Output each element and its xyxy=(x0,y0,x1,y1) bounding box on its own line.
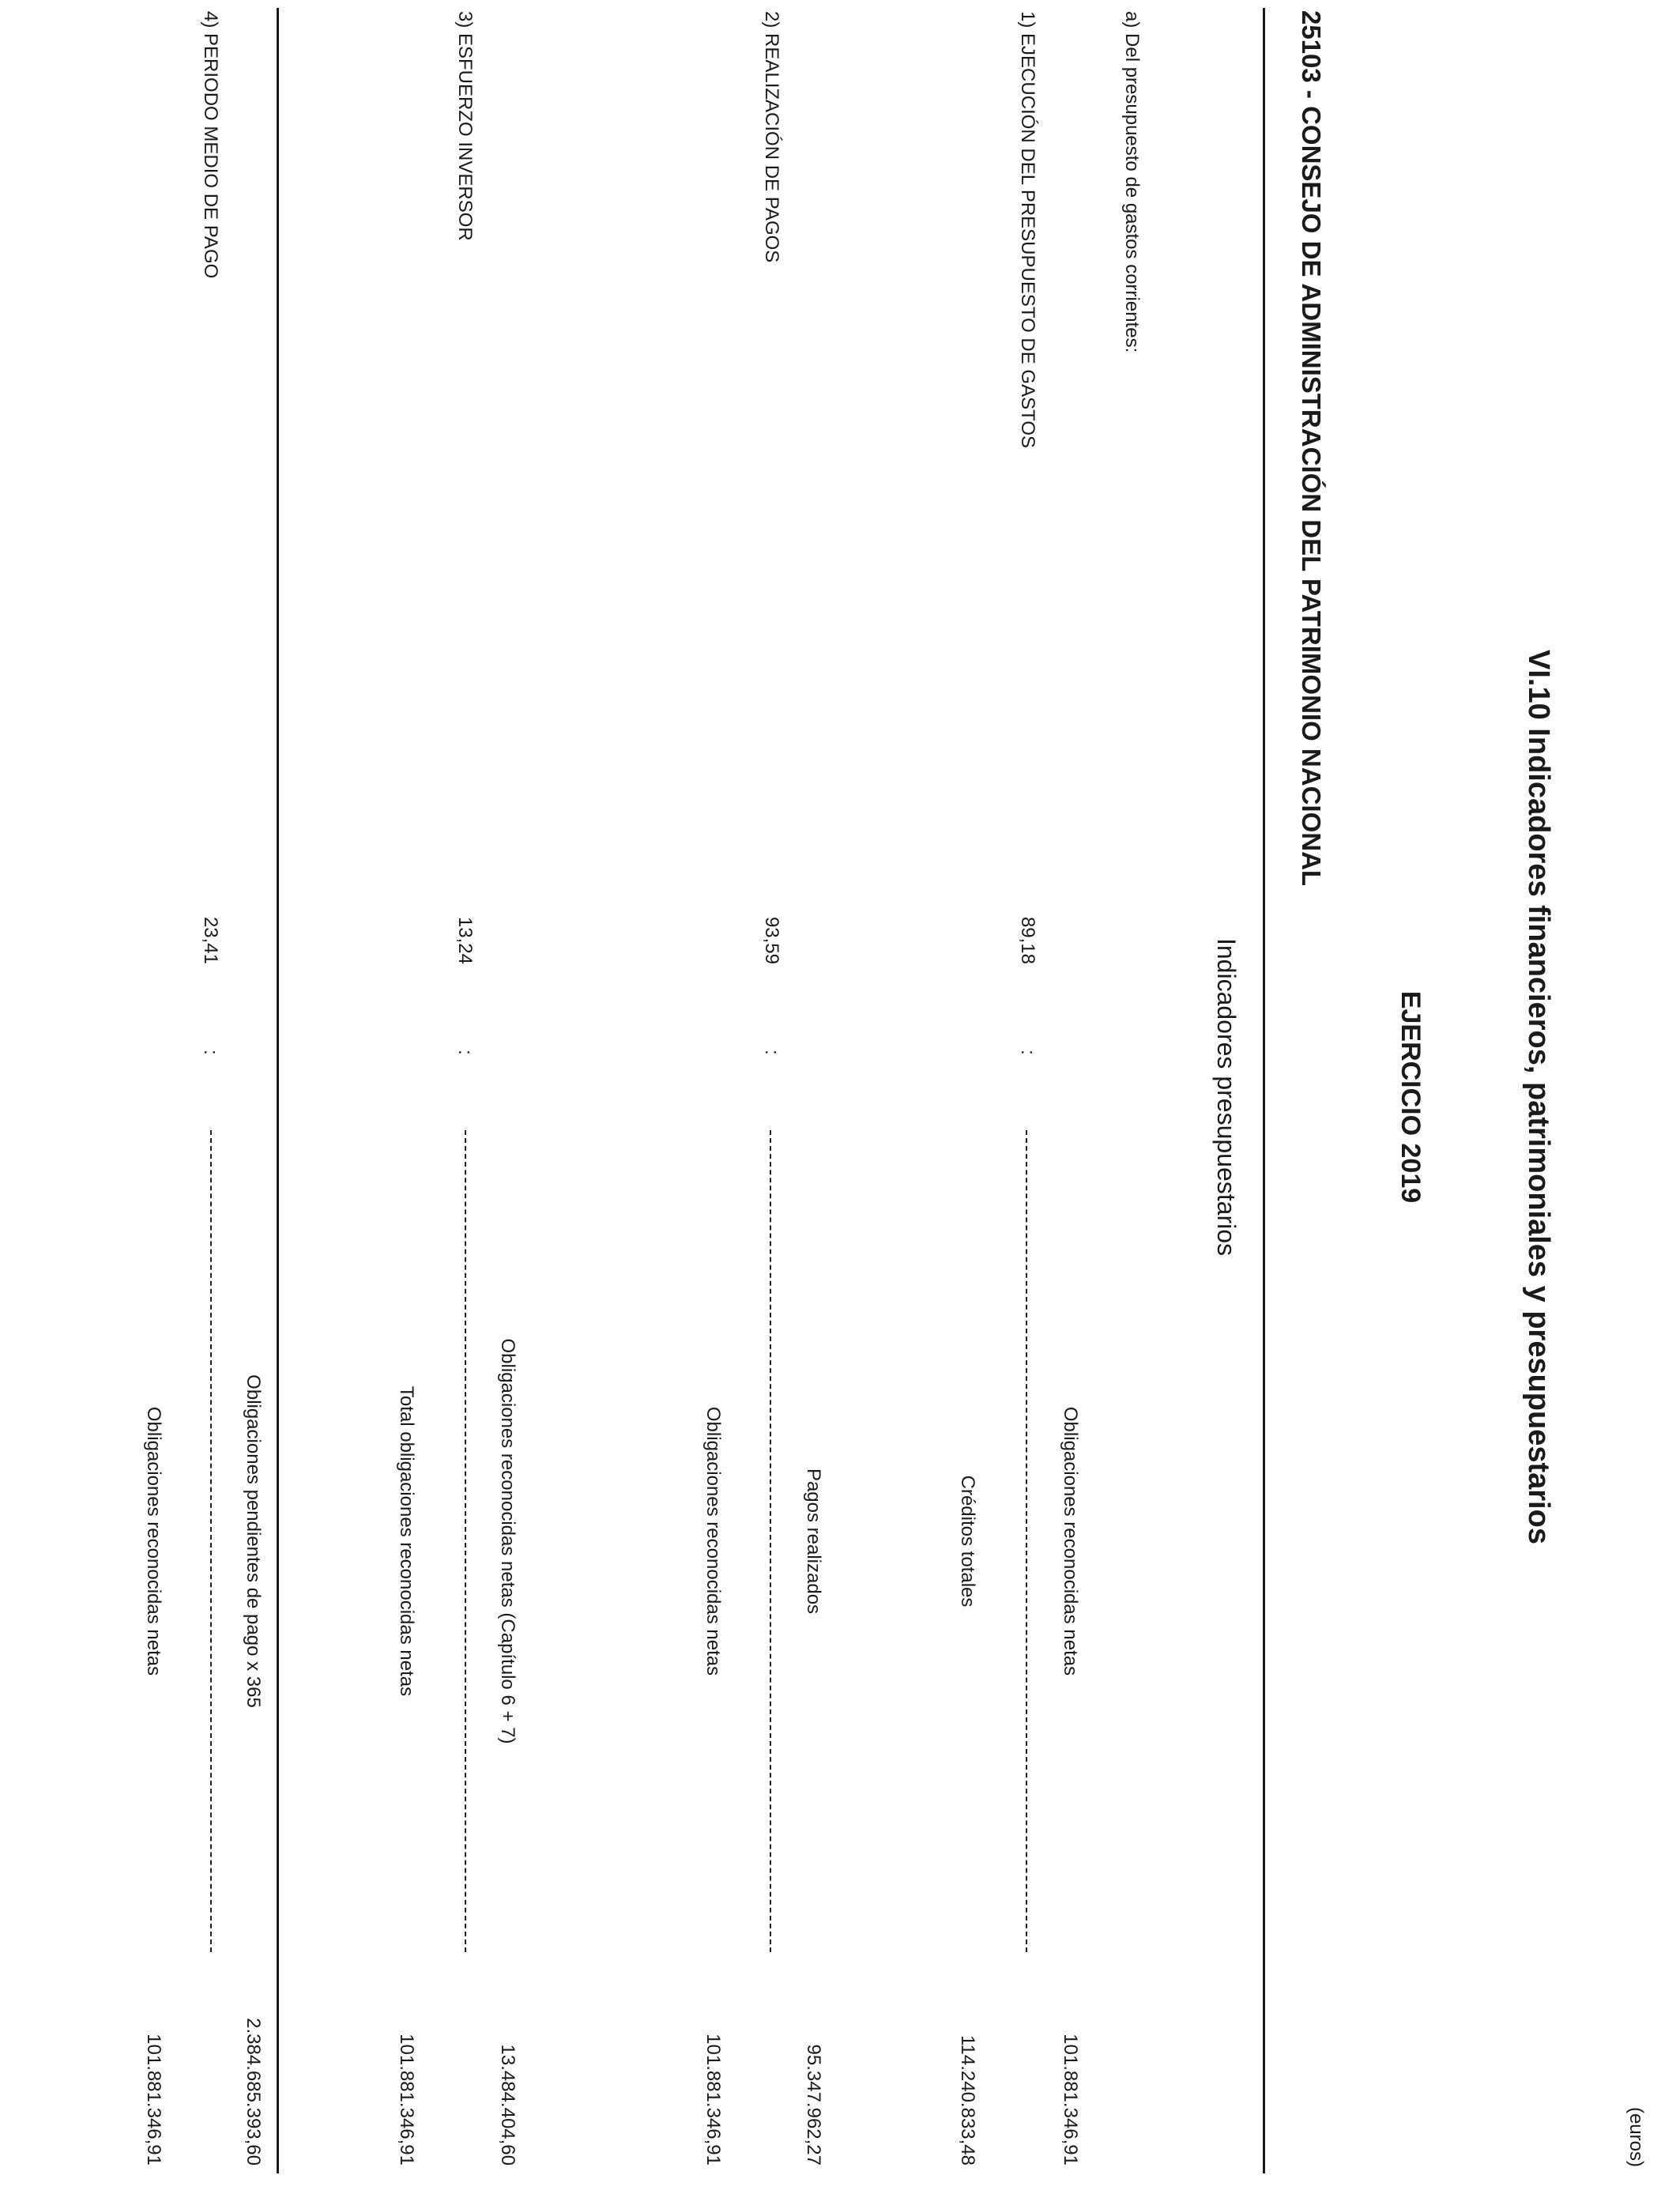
indicator-2-numerator-value: 95.347.962,27 xyxy=(803,2044,824,2166)
indicator-3-numerator-label: Obligaciones reconocidas netas (Capítulo 6 + 7) xyxy=(497,1338,518,1744)
indicator-2-fraction-line xyxy=(770,1130,771,1952)
indicator-1-fraction-line xyxy=(1026,1130,1027,1952)
indicator-4-numerator-label: Obligaciones pendientes de pago x 365 xyxy=(243,1374,264,1708)
header-rule xyxy=(1263,8,1265,2173)
indicator-3-denominator-value: 101.881.346,91 xyxy=(396,2034,417,2166)
indicator-1-denominator-label: Créditos totales xyxy=(957,1475,978,1608)
indicator-4-colon: : xyxy=(200,1050,221,1055)
indicator-1-numerator-value: 101.881.346,91 xyxy=(1060,2034,1081,2166)
section-subheading: a) Del presupuesto de gastos corrientes: xyxy=(1121,11,1143,353)
indicator-4-denominator-value: 101.881.346,91 xyxy=(143,2034,164,2166)
indicator-1-colon: : xyxy=(1017,1050,1038,1055)
indicator-2-denominator-label: Obligaciones reconocidas netas xyxy=(703,1406,724,1676)
indicator-3-denominator-label: Total obligaciones reconocidas netas xyxy=(396,1385,417,1697)
section-title: Indicadores presupuestarios xyxy=(1212,937,1241,1256)
fiscal-year-heading: EJERCICIO 2019 xyxy=(1396,990,1426,1204)
entity-heading: 25103 - CONSEJO DE ADMINISTRACIÓN DEL PATRIMONIO NACIONAL xyxy=(1297,10,1326,887)
indicator-1-numerator-label: Obligaciones reconocidas netas xyxy=(1060,1406,1081,1676)
indicator-4-label: 4) PERIODO MEDIO DE PAGO xyxy=(200,11,221,279)
page-title: VI.10 Indicadores financieros, patrimoniales y presupuestarios xyxy=(1522,650,1555,1544)
indicator-2-label: 2) REALIZACIÓN DE PAGOS xyxy=(761,11,782,263)
indicator-1-value: 89,18 xyxy=(1017,916,1038,964)
indicator-4-value: 23,41 xyxy=(200,916,221,964)
indicator-4-denominator-label: Obligaciones reconocidas netas xyxy=(143,1406,164,1676)
indicator-3-label: 3) ESFUERZO INVERSOR xyxy=(454,11,476,241)
indicator-2-colon: : xyxy=(761,1050,782,1055)
indicator-3-numerator-value: 13.484.404,60 xyxy=(497,2044,518,2166)
indicator-3-value: 13,24 xyxy=(454,916,476,964)
indicator-2-numerator-label: Pagos realizados xyxy=(803,1468,824,1615)
indicator-1-label: 1) EJECUCIÓN DEL PRESUPUESTO DE GASTOS xyxy=(1017,11,1038,449)
indicator-1-denominator-value: 114.240.833,48 xyxy=(957,2034,978,2166)
indicator-4-fraction-line xyxy=(210,1130,212,1952)
indicator-3-colon: : xyxy=(454,1050,476,1055)
indicator-3-fraction-line xyxy=(465,1130,466,1952)
indicator-2-denominator-value: 101.881.346,91 xyxy=(703,2034,724,2166)
indicator-2-value: 93,59 xyxy=(761,916,782,964)
indicator-4-numerator-value: 2.384.685.393,60 xyxy=(243,2018,264,2166)
footer-rule xyxy=(277,8,279,2173)
currency-unit: (euros) xyxy=(1625,2106,1647,2167)
